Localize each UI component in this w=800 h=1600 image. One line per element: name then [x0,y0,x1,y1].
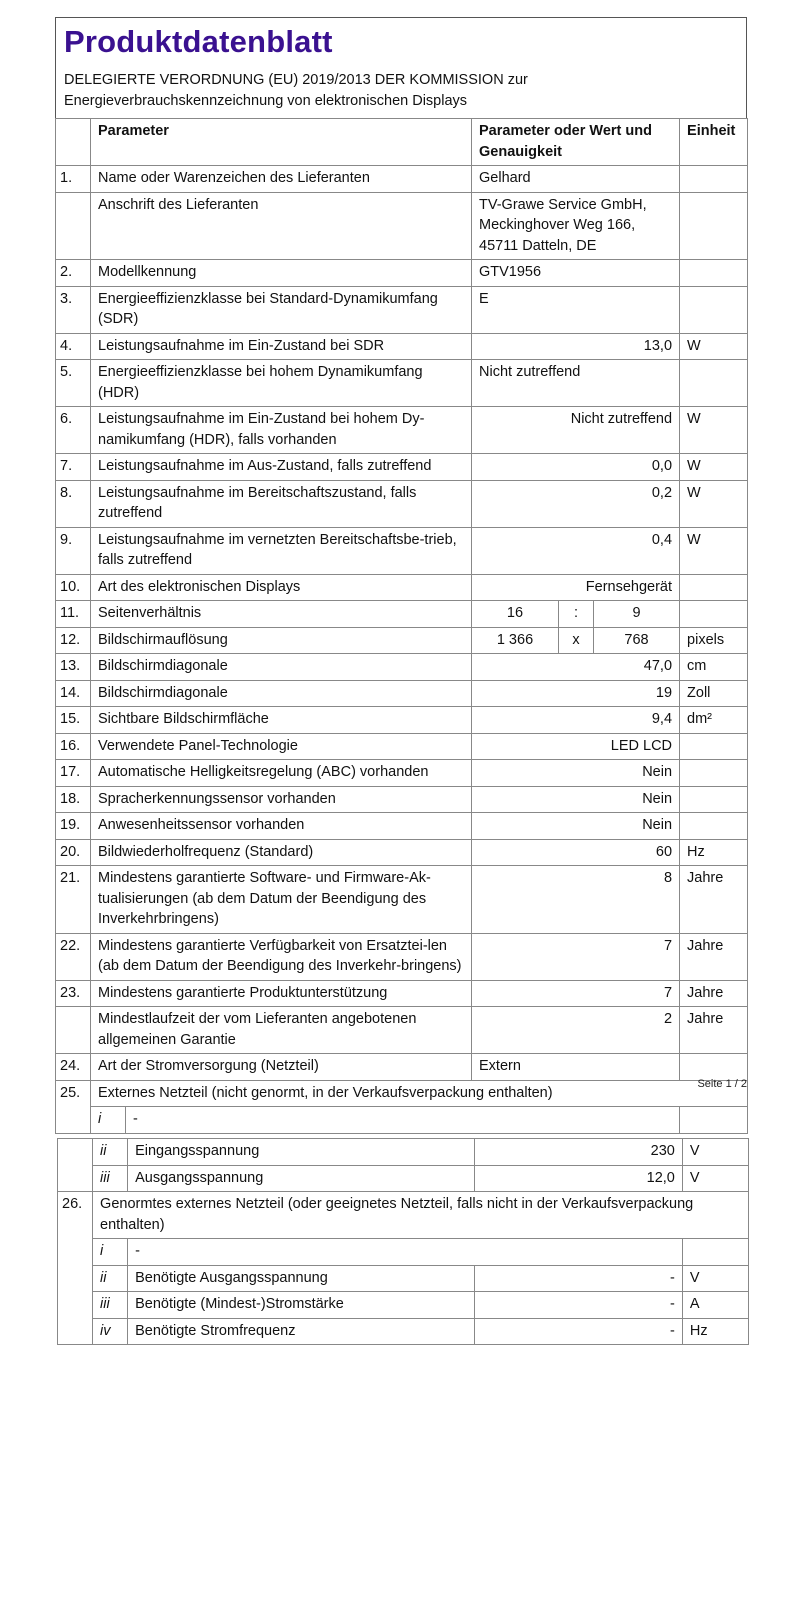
datasheet-page-1 [55,17,747,1134]
table-row [56,360,748,407]
table-row [56,933,748,980]
row-number [56,1007,91,1054]
row-value: 47,0 [472,654,680,681]
sub-label: Benötigte Stromfrequenz [128,1318,474,1345]
row-parameter: Bildschirmdiagonale [91,654,472,681]
row-value: 8 [472,866,680,934]
row-value-b: 9 [594,601,680,628]
row-number: 6. [56,407,91,454]
sub-row [58,1318,749,1345]
row-value: Extern [472,1054,680,1081]
row-parameter: Mindestens garantierte Software- und Firmware-Ak-tualisierungen (ab dem Datum der Beendigung des Inverkehrbringens) [91,866,472,934]
sub-label: Eingangsspannung [128,1139,474,1166]
row-number: 23. [56,980,91,1007]
row-number: 4. [56,333,91,360]
row-unit [680,260,748,287]
row-unit [680,166,748,193]
row-number: 8. [56,480,91,527]
row-unit: Zoll [680,680,748,707]
row-value-b: 768 [594,627,680,654]
table-row [56,627,748,654]
sub-index: iv [93,1318,128,1345]
row-number: 3. [56,286,91,333]
table-header-row [56,119,748,166]
table-row [56,166,748,193]
row-number: 2. [56,260,91,287]
table-row [56,1054,748,1081]
page-number: Seite 1 / 2 [697,1078,747,1090]
row-number: 24. [56,1054,91,1081]
row-number: 20. [56,839,91,866]
row-unit: W [680,454,748,481]
table-row [56,680,748,707]
row-value: Nein [472,813,680,840]
row-unit: W [680,333,748,360]
row-unit: W [680,527,748,574]
row-unit: dm² [680,707,748,734]
row-value-a: 16 [472,601,559,628]
sub-index: iii [93,1165,128,1192]
table-row [56,286,748,333]
value-header: Parameter oder Wert und Genauigkeit [472,119,680,166]
row-number: 21. [56,866,91,934]
sub-label: Benötigte (Mindest-)Stromstärke [128,1292,474,1319]
sub-index: iii [93,1292,128,1319]
row-unit: Hz [680,839,748,866]
page-title: Produktdatenblatt [64,24,333,59]
table-row [56,407,748,454]
row-value-separator: : [559,601,594,628]
row-unit [680,1054,748,1081]
sub-row [58,1165,749,1192]
row-unit [680,360,748,407]
row-number: 19. [56,813,91,840]
row-unit: W [680,407,748,454]
sub-row [58,1239,749,1266]
table-row [56,866,748,934]
row-number: 22. [56,933,91,980]
unit-header: Einheit [680,119,748,166]
sub-label: - [126,1107,680,1134]
row-parameter: Mindestens garantierte Produktunterstützung [91,980,472,1007]
row-number [58,1139,93,1192]
row-parameter: Verwendete Panel-Technologie [91,733,472,760]
row-parameter: Mindestlaufzeit der vom Lieferanten angebotenen allgemeinen Garantie [91,1007,472,1054]
sub-unit: Hz [682,1318,748,1345]
row-number: 12. [56,627,91,654]
row-number: 17. [56,760,91,787]
row-unit [680,574,748,601]
sub-unit: A [682,1292,748,1319]
row-parameter: Seitenverhältnis [91,601,472,628]
row-number: 5. [56,360,91,407]
sub-unit [680,1107,748,1134]
sub-index: ii [93,1265,128,1292]
row-value: 0,4 [472,527,680,574]
row-value: 60 [472,839,680,866]
row-parameter: Mindestens garantierte Verfügbarkeit von Ersatztei-len (ab dem Datum der Beendigung des Inverkehr-bringens) [91,933,472,980]
row-unit [680,786,748,813]
datasheet-table [55,118,748,1134]
row-value: TV-Grawe Service GmbH, Meckinghover Weg 166, 45711 Datteln, DE [472,192,680,260]
sub-unit [682,1239,748,1266]
table-row [56,733,748,760]
sub-label: - [128,1239,683,1266]
sub-index: i [93,1239,128,1266]
row-number [56,192,91,260]
row-parameter: Spracherkennungssensor vorhanden [91,786,472,813]
sub-unit: V [682,1165,748,1192]
row-parameter: Sichtbare Bildschirmfläche [91,707,472,734]
datasheet-table-continued-body [58,1139,749,1345]
row-parameter: Leistungsaufnahme im vernetzten Bereitschaftsbe-trieb, falls zutreffend [91,527,472,574]
row-value: 13,0 [472,333,680,360]
sub-label: Ausgangsspannung [128,1165,474,1192]
row-value: LED LCD [472,733,680,760]
sub-value: 12,0 [474,1165,682,1192]
table-row [56,760,748,787]
section-26-header [58,1192,749,1239]
table-row [56,654,748,681]
row-value: Nicht zutreffend [472,407,680,454]
parameter-header: Parameter [91,119,472,166]
row-parameter: Anschrift des Lieferanten [91,192,472,260]
row-unit [680,813,748,840]
row-parameter: Automatische Helligkeitsregelung (ABC) vorhanden [91,760,472,787]
subtitle-line-1: DELEGIERTE VERORDNUNG (EU) 2019/2013 DER KOMMISSION zur [64,72,528,88]
sub-value: - [474,1265,682,1292]
table-row [56,980,748,1007]
section-number: 25. [56,1080,91,1133]
row-value: E [472,286,680,333]
section-label: Genormtes externes Netzteil (oder geeignetes Netzteil, falls nicht in der Verkaufsverpackung enthalten) [93,1192,749,1239]
table-row [56,192,748,260]
sub-label: Benötigte Ausgangsspannung [128,1265,474,1292]
section-25-header [56,1080,748,1107]
row-unit: Jahre [680,866,748,934]
row-unit [680,601,748,628]
datasheet-page-2 [57,1138,747,1345]
row-unit: cm [680,654,748,681]
row-number: 13. [56,654,91,681]
document-header [55,17,747,118]
row-value: Fernsehgerät [472,574,680,601]
sub-row [56,1107,748,1134]
table-row [56,480,748,527]
row-parameter: Leistungsaufnahme im Ein-Zustand bei hohem Dy-namikumfang (HDR), falls vorhanden [91,407,472,454]
row-value: 0,0 [472,454,680,481]
row-number: 10. [56,574,91,601]
row-parameter: Leistungsaufnahme im Ein-Zustand bei SDR [91,333,472,360]
row-value: Nein [472,760,680,787]
row-unit: pixels [680,627,748,654]
row-value: 7 [472,980,680,1007]
row-parameter: Bildschirmauflösung [91,627,472,654]
row-unit [680,286,748,333]
row-parameter: Leistungsaufnahme im Aus-Zustand, falls zutreffend [91,454,472,481]
row-parameter: Energieeffizienzklasse bei Standard-Dynamikumfang (SDR) [91,286,472,333]
row-value: 0,2 [472,480,680,527]
sub-value: - [474,1318,682,1345]
datasheet-table-body [56,119,748,1134]
row-value: Nein [472,786,680,813]
row-parameter: Art des elektronischen Displays [91,574,472,601]
sub-row [58,1139,749,1166]
table-row [56,707,748,734]
sub-row [58,1292,749,1319]
sub-unit: V [682,1265,748,1292]
table-row [56,839,748,866]
table-row [56,454,748,481]
row-number: 9. [56,527,91,574]
row-unit [680,760,748,787]
table-row [56,260,748,287]
row-value: 9,4 [472,707,680,734]
table-row [56,1007,748,1054]
sub-value: 230 [474,1139,682,1166]
datasheet-table-continued [57,1138,749,1345]
row-value: Nicht zutreffend [472,360,680,407]
row-unit [680,192,748,260]
table-row [56,601,748,628]
row-unit: W [680,480,748,527]
section-label: Externes Netzteil (nicht genormt, in der Verkaufsverpackung enthalten) [91,1080,748,1107]
row-value: Gelhard [472,166,680,193]
sub-value: - [474,1292,682,1319]
row-value: 7 [472,933,680,980]
row-number: 1. [56,166,91,193]
row-parameter: Energieeffizienzklasse bei hohem Dynamikumfang (HDR) [91,360,472,407]
sub-unit: V [682,1139,748,1166]
row-number: 14. [56,680,91,707]
row-parameter: Leistungsaufnahme im Bereitschaftszustand, falls zutreffend [91,480,472,527]
subtitle-line-2: Energieverbrauchskennzeichnung von elektronischen Displays [64,93,468,109]
table-row [56,786,748,813]
table-row [56,574,748,601]
row-unit: Jahre [680,1007,748,1054]
row-value-separator: x [559,627,594,654]
row-parameter: Anwesenheitssensor vorhanden [91,813,472,840]
row-unit [680,733,748,760]
row-number: 18. [56,786,91,813]
section-number: 26. [58,1192,93,1345]
table-row [56,813,748,840]
sub-index: i [91,1107,126,1134]
row-number: 15. [56,707,91,734]
row-parameter: Bildschirmdiagonale [91,680,472,707]
row-number: 16. [56,733,91,760]
row-parameter: Modellkennung [91,260,472,287]
table-row [56,527,748,574]
sub-row [58,1265,749,1292]
row-number: 7. [56,454,91,481]
row-unit: Jahre [680,933,748,980]
row-value-a: 1 366 [472,627,559,654]
regulation-subtitle [64,70,738,112]
row-parameter: Bildwiederholfrequenz (Standard) [91,839,472,866]
table-row [56,333,748,360]
row-parameter: Name oder Warenzeichen des Lieferanten [91,166,472,193]
sub-index: ii [93,1139,128,1166]
row-parameter: Art der Stromversorgung (Netzteil) [91,1054,472,1081]
row-value: GTV1956 [472,260,680,287]
row-value: 2 [472,1007,680,1054]
row-value: 19 [472,680,680,707]
row-number: 11. [56,601,91,628]
row-unit: Jahre [680,980,748,1007]
num-header [56,119,91,166]
